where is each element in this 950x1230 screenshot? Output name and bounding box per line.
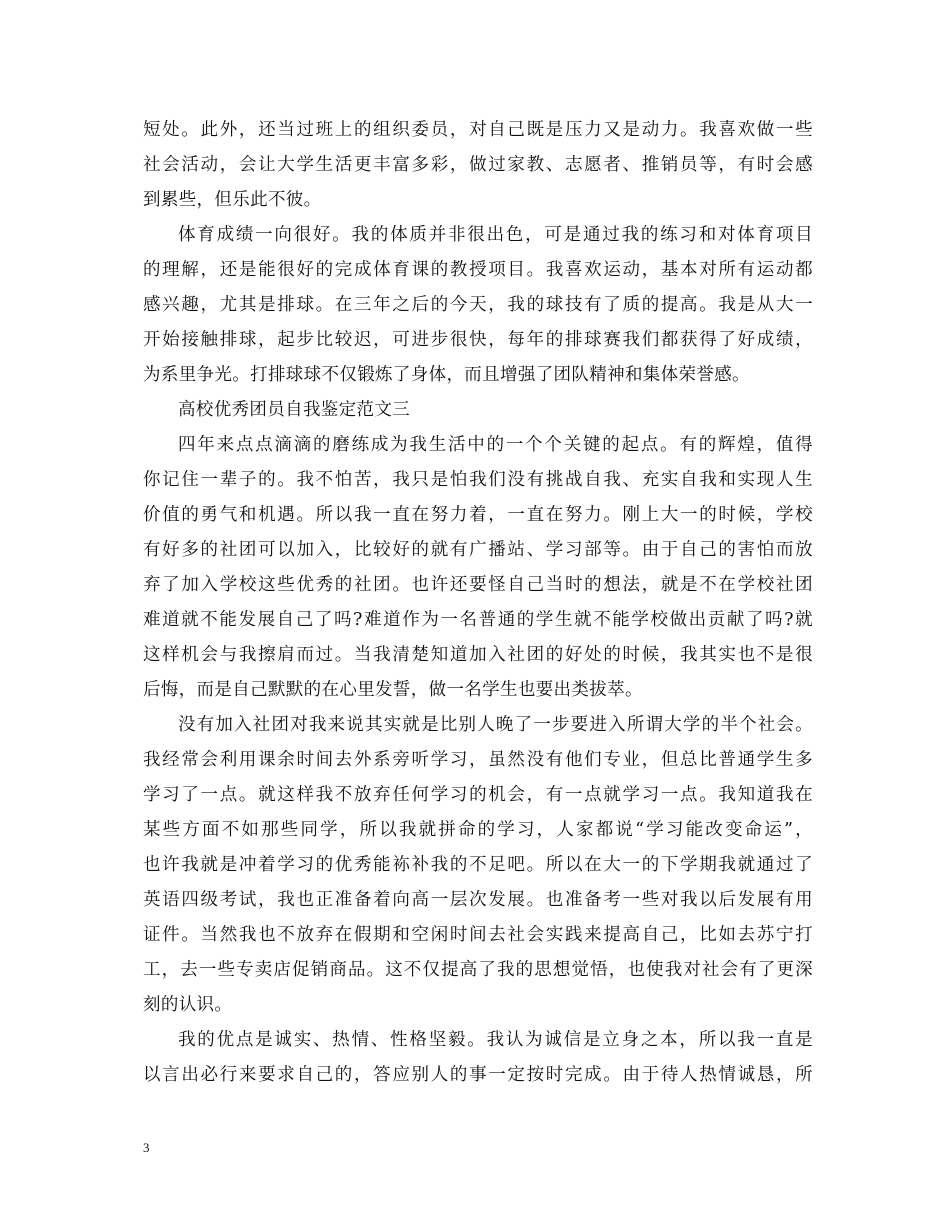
paragraph-line: 价值的勇气和机遇。所以我一直在努力着，一直在努力。刚上大一的时候，学校: [143, 505, 813, 525]
paragraph-line: 有好多的社团可以加入，比较好的就有广播站、学习部等。由于自己的害怕而放: [143, 540, 813, 560]
paragraph-line: 体育成绩一向很好。我的体质并非很出色，可是通过我的练习和对体育项目: [178, 225, 813, 245]
paragraph-line: 开始接触排球，起步比较迟，可进步很快，每年的排球赛我们都获得了好成绩，: [143, 330, 813, 350]
paragraph-line: 没有加入社团对我来说其实就是比别人晚了一步要进入所谓大学的半个社会。: [178, 715, 813, 735]
paragraph-line: 这样机会与我擦肩而过。当我清楚知道加入社团的好处的时候，我其实也不是很: [143, 645, 813, 665]
paragraph-line: 四年来点点滴滴的磨练成为我生活中的一个个关键的起点。有的辉煌，值得: [178, 435, 813, 455]
paragraph-line: 难道就不能发展自己了吗?难道作为一名普通的学生就不能学校做出贡献了吗?就: [143, 610, 813, 630]
paragraph-line: 证件。当然我也不放弃在假期和空闲时间去社会实践来提高自己，比如去苏宁打: [143, 925, 813, 945]
paragraph-line: 学习了一点。就这样我不放弃任何学习的机会，有一点就学习一点。我知道我在: [143, 785, 813, 805]
paragraph-line: 以言出必行来要求自己的，答应别人的事一定按时完成。由于待人热情诚恳，所: [143, 1065, 813, 1085]
page-number: 3: [143, 1140, 150, 1155]
paragraph-line: 我的优点是诚实、热情、性格坚毅。我认为诚信是立身之本，所以我一直是: [178, 1030, 813, 1050]
paragraph-line: 弃了加入学校这些优秀的社团。也许还要怪自己当时的想法，就是不在学校社团: [143, 575, 813, 595]
paragraph-line: 的理解，还是能很好的完成体育课的教授项目。我喜欢运动，基本对所有运动都: [143, 260, 813, 280]
paragraph-line: 社会活动，会让大学生活更丰富多彩，做过家教、志愿者、推销员等，有时会感: [143, 155, 813, 175]
paragraph-line: 感兴趣，尤其是排球。在三年之后的今天，我的球技有了质的提高。我是从大一: [143, 295, 813, 315]
paragraph-line: 也许我就是冲着学习的优秀能袮补我的不足吧。所以在大一的下学期我就通过了: [143, 855, 813, 875]
section-heading: 高校优秀团员自我鉴定范文三: [178, 400, 411, 420]
paragraph-line: 到累些，但乐此不彼。: [143, 190, 322, 210]
paragraph-line: 英语四级考试，我也正准备着向高一层次发展。也准备考一些对我以后发展有用: [143, 890, 813, 910]
paragraph-line: 后悔，而是自己默默的在心里发誓，做一名学生也要出类拔萃。: [143, 680, 643, 700]
paragraph-line: 工，去一些专卖店促销商品。这不仅提高了我的思想觉悟，也使我对社会有了更深: [143, 960, 813, 980]
paragraph-line: 我经常会利用课余时间去外系旁听学习，虽然没有他们专业，但总比普通学生多: [143, 750, 813, 770]
paragraph-line: 为系里争光。打排球球不仅锻炼了身体，而且增强了团队精神和集体荣誉感。: [143, 365, 750, 385]
paragraph-line: 某些方面不如那些同学，所以我就拼命的学习，人家都说“学习能改变命运”，: [143, 820, 813, 840]
paragraph-line: 你记住一辈子的。我不怕苦，我只是怕我们没有挑战自我、充实自我和实现人生: [143, 470, 813, 490]
paragraph-line: 刻的认识。: [143, 995, 233, 1015]
paragraph-line: 短处。此外，还当过班上的组织委员，对自己既是压力又是动力。我喜欢做一些: [143, 120, 813, 140]
